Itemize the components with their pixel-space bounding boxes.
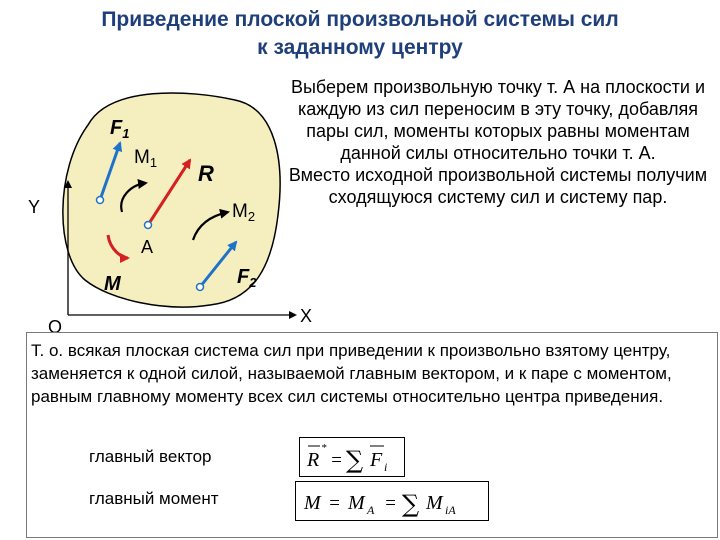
force-F1-origin [97, 197, 104, 204]
main-moment-label: главный момент [89, 489, 219, 508]
description-paragraph-2: Вместо исходной произвольной системы получим сходящуюся систему сил и систему пар. [288, 165, 708, 207]
formula-F: F [370, 449, 383, 471]
F2-label: $F_2$ [237, 266, 257, 290]
svg-text:M: M [426, 492, 443, 514]
formula-i: i [384, 460, 388, 474]
title-line-1: Приведение плоской произвольной системы сил [101, 8, 619, 31]
F1-label: $F_1$ [110, 117, 130, 141]
description-paragraph-1: Выберем произвольную точку т. А на плоскости и каждую из сил переносим в эту точку, добавляя пары сил, моменты которых равны моментам данной силы относительно точки т. А. [290, 77, 706, 163]
x-axis-label: X [300, 306, 313, 326]
svg-text:A: A [367, 503, 375, 517]
y-axis-label: Y [28, 197, 41, 217]
point-A-label: A [141, 237, 154, 257]
description-text [283, 76, 713, 208]
svg-text:M: M [348, 492, 365, 514]
main-vector-formula [299, 437, 405, 477]
formula-eq: = [330, 450, 343, 471]
conclusion-box [26, 332, 718, 538]
M-label: M [104, 273, 121, 295]
R-label: R [198, 161, 214, 186]
formula-sum: ∑ [346, 446, 364, 474]
svg-text:M: M [304, 492, 321, 514]
svg-text:=: = [384, 493, 397, 514]
svg-text:=: = [328, 493, 341, 514]
svg-text:iA: iA [445, 503, 456, 517]
main-moment-formula [295, 481, 489, 521]
title-line-2: к заданному центру [257, 36, 463, 59]
origin-label: O [48, 317, 63, 337]
main-vector-label: главный вектор [89, 447, 212, 466]
force-F2-origin [197, 284, 204, 291]
conclusion-text: Т. о. всякая плоская система сил при приведении к произвольно взятому центру, заменяется к одной силой, называемой главным вектором, и к паре с моментом, равным главному моменту всех сил системы относительно центра приведения. [31, 341, 672, 406]
formula-star: * [321, 442, 327, 454]
formula-R: R [307, 449, 320, 471]
M2-label: $M_2$ [232, 201, 256, 224]
M1-label: $M_1$ [134, 147, 158, 170]
point-A [145, 222, 152, 229]
svg-text:∑: ∑ [402, 490, 420, 518]
